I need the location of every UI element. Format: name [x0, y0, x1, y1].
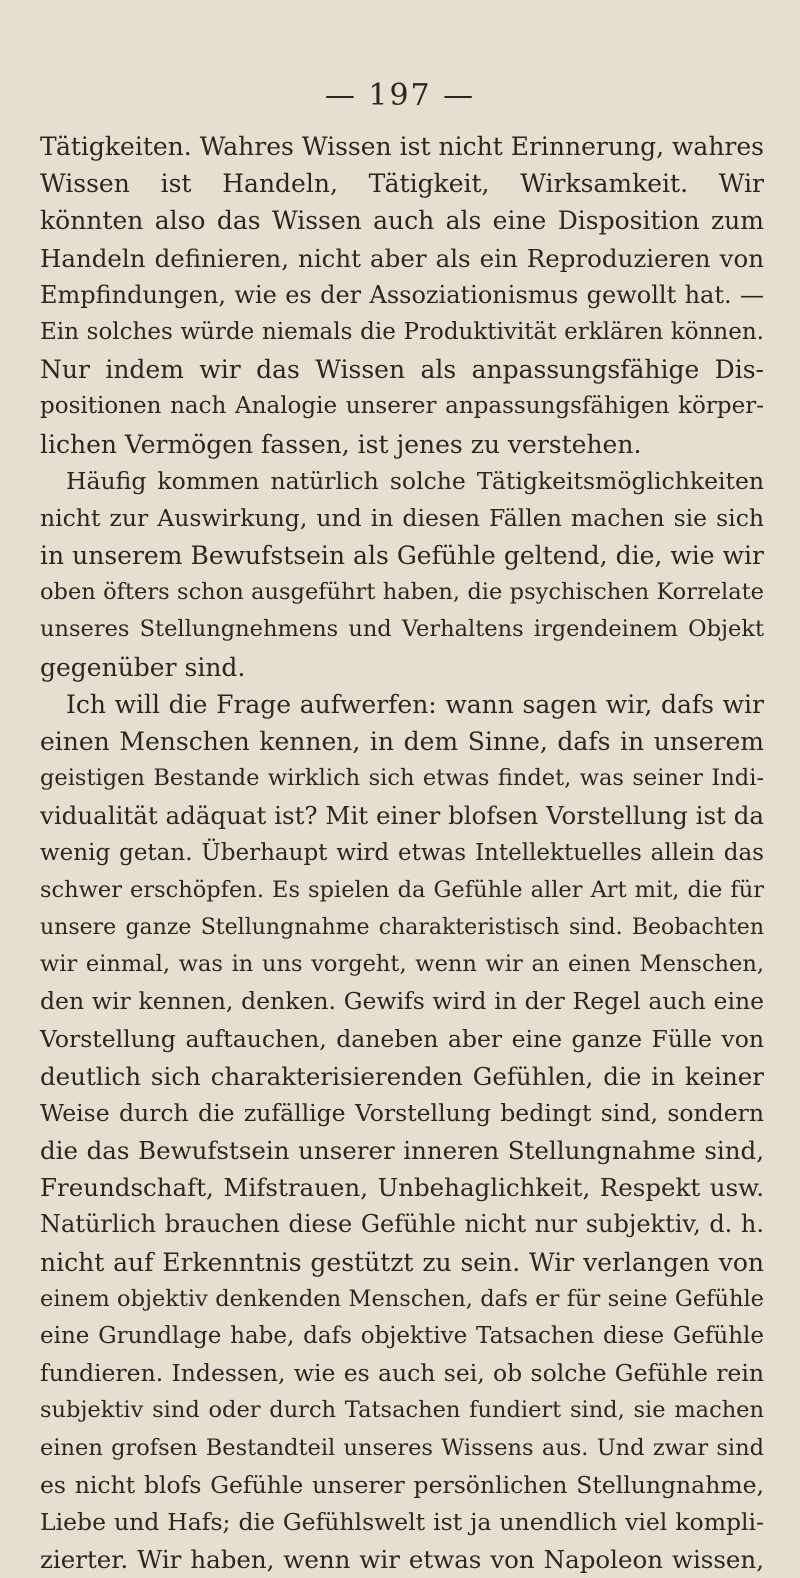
- text-line: fundieren. Indessen, wie es auch sei, ob solche Gefühle rein: [40, 1359, 764, 1388]
- text-line: wir einmal, was in uns vorgeht, wenn wir an einen Menschen,: [40, 951, 764, 978]
- text-line: Empfindungen, wie es der Assoziationismus gewollt hat. —: [40, 280, 764, 309]
- text-line: Tätigkeiten. Wahres Wissen ist nicht Erinnerung, wahres: [40, 132, 764, 161]
- text-line: Weise durch die zufällige Vorstellung bedingt sind, sondern: [40, 1098, 764, 1127]
- text-line: geistigen Bestande wirklich sich etwas findet, was seiner Indi-: [40, 765, 764, 792]
- text-line: Freundschaft, Mifstrauen, Unbehaglichkeit, Respekt usw.: [40, 1173, 764, 1203]
- text-line: oben öfters schon ausgeführt haben, die psychischen Korrelate: [40, 579, 764, 606]
- text-line: unsere ganze Stellungnahme charakteristisch sind. Beobachten: [40, 914, 764, 940]
- text-line: die das Bewufstsein unserer inneren Stellungnahme sind,: [40, 1136, 764, 1166]
- text-line: den wir kennen, denken. Gewifs wird in der Regel auch eine: [40, 987, 764, 1016]
- text-line: könnten also das Wissen auch als eine Disposition zum: [40, 206, 764, 236]
- text-line: einen Menschen kennen, in dem Sinne, dafs in unserem: [40, 727, 764, 756]
- text-line: positionen nach Analogie unserer anpassungsfähigen körper-: [40, 393, 764, 420]
- text-line: vidualität adäquat ist? Mit einer blofsen Vorstellung ist da: [40, 801, 764, 831]
- text-line: subjektiv sind oder durch Tatsachen fundiert sind, sie machen: [40, 1397, 764, 1424]
- text-line: Häufig kommen natürlich solche Tätigkeitsmöglichkeiten: [66, 466, 764, 495]
- text-line: Natürlich brauchen diese Gefühle nicht nur subjektiv, d. h.: [40, 1210, 764, 1239]
- text-line: Vorstellung auftauchen, daneben aber eine ganze Fülle von: [40, 1024, 764, 1053]
- text-line: es nicht blofs Gefühle unserer persönlichen Stellungnahme,: [40, 1470, 764, 1499]
- page-number: — 197 —: [324, 78, 476, 113]
- text-line: Wissen ist Handeln, Tätigkeit, Wirksamkeit. Wir: [40, 169, 764, 199]
- text-line: Handeln definieren, nicht aber als ein Reproduzieren von: [40, 243, 764, 273]
- text-line: nicht auf Erkenntnis gestützt zu sein. Wir verlangen von: [40, 1247, 764, 1277]
- body-text: [40, 128, 764, 1578]
- text-line: lichen Vermögen fassen, ist jenes zu verstehen.: [40, 429, 642, 459]
- text-line: Ein solches würde niemals die Produktivität erklären können.: [40, 318, 764, 345]
- text-line: Ich will die Frage aufwerfen: wann sagen wir, dafs wir: [66, 689, 764, 719]
- text-line: deutlich sich charakterisierenden Gefühlen, die in keiner: [40, 1061, 764, 1091]
- text-line: in unserem Bewufstsein als Gefühle geltend, die, wie wir: [40, 541, 764, 571]
- text-line: eine Grundlage habe, dafs objektive Tatsachen diese Gefühle: [40, 1323, 764, 1349]
- text-line: zierter. Wir haben, wenn wir etwas von Napoleon wissen,: [40, 1545, 764, 1575]
- text-line: schwer erschöpfen. Es spielen da Gefühle aller Art mit, die für: [40, 876, 764, 903]
- text-line: einem objektiv denkenden Menschen, dafs er für seine Gefühle: [40, 1285, 764, 1312]
- text-line: wenig getan. Überhaupt wird etwas Intellektuelles allein das: [40, 839, 764, 866]
- text-line: gegenüber sind.: [40, 652, 246, 682]
- text-line: unseres Stellungnehmens und Verhaltens irgendeinem Objekt: [40, 616, 764, 643]
- text-line: einen grofsen Bestandteil unseres Wissens aus. Und zwar sind: [40, 1434, 764, 1461]
- text-line: Nur indem wir das Wissen als anpassungsfähige Dis-: [40, 355, 764, 385]
- text-line: Liebe und Hafs; die Gefühlswelt ist ja unendlich viel kompli-: [40, 1507, 764, 1536]
- text-line: nicht zur Auswirkung, und in diesen Fällen machen sie sich: [40, 503, 764, 532]
